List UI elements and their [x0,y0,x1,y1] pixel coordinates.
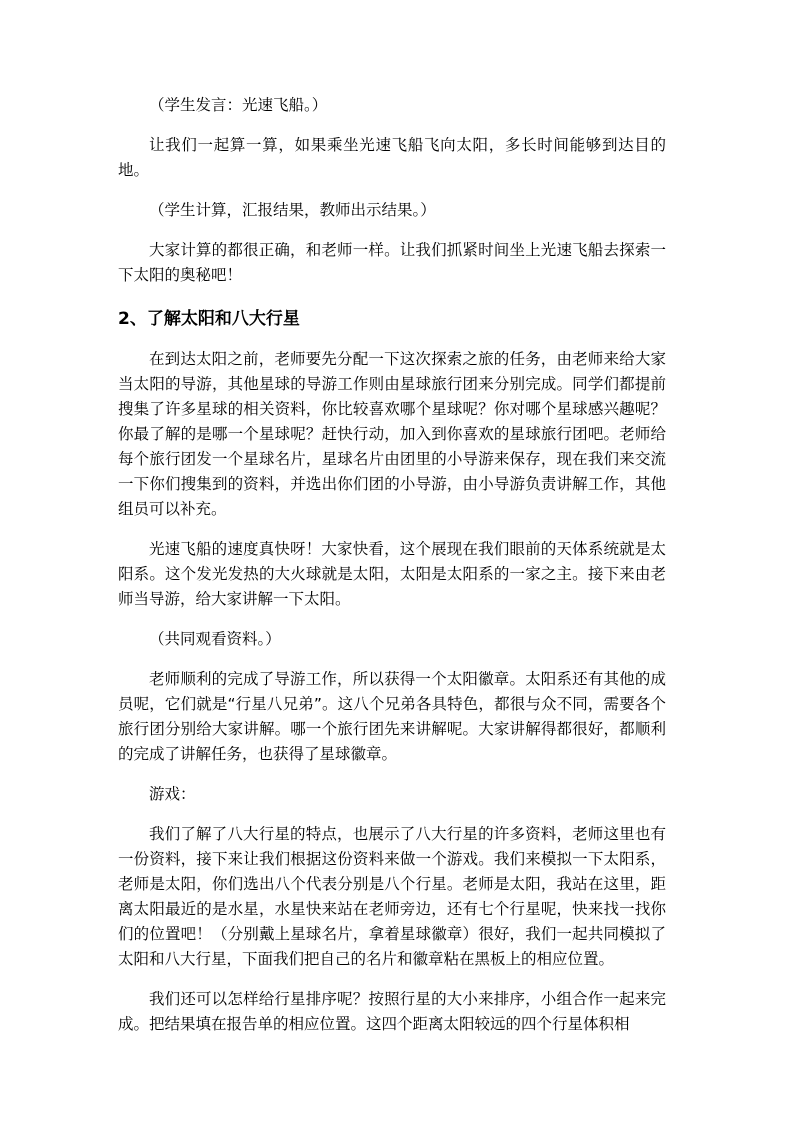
paragraph: 游戏： [149,785,196,803]
document-body [118,93,666,1052]
paragraph: 让我们一起算一算，如果乘坐光速飞船飞向太阳，多长时间能够到达目的地。 [118,136,666,179]
paragraph: （学生发言：光速飞船。） [149,96,328,114]
paragraph: （学生计算，汇报结果，教师出示结果。） [149,201,436,219]
paragraph: 老师顺利的完成了导游工作，所以获得一个太阳徽章。太阳系还有其他的成员呢，它们就是“行星八兄弟”。这八个兄弟各具特色，都很与众不同，需要各个旅行团分别给大家讲解。哪一个旅行团先来讲解呢。大家讲解得都很好，都顺利的完成了讲解任务，也获得了星球徽章。 [118,670,666,763]
paragraph: （共同观看资料。） [149,630,281,648]
paragraph: 在到达太阳之前，老师要先分配一下这次探索之旅的任务，由老师来给大家当太阳的导游，其他星球的导游工作则由星球旅行团来分别完成。同学们都提前搜集了许多星球的相关资料，你比较喜欢哪个星球呢？你对哪个星球感兴趣呢？你最了解的是哪一个星球呢？赶快行动，加入到你喜欢的星球旅行团吧。老师给每个旅行团发一个星球名片，星球名片由团里的小导游来保存，现在我们来交流一下你们搜集到的资料，并选出你们团的小导游，由小导游负责讲解工作，其他组员可以补充。 [118,350,666,518]
paragraph: 我们了解了八大行星的特点，也展示了八大行星的许多资料，老师这里也有一份资料，接下来让我们根据这份资料来做一个游戏。我们来模拟一下太阳系，老师是太阳，你们选出八个代表分别是八个行星。老师是太阳，我站在这里，距离太阳最近的是水星，水星快来站在老师旁边，还有七个行星呢，快来找一找你们的位置吧！（分别戴上星球名片，拿着星球徽章）很好，我们一起共同模拟了太阳和八大行星，下面我们把自己的名片和徽章粘在黑板上的相应位置。 [118,825,666,968]
paragraph: 我们还可以怎样给行星排序呢？按照行星的大小来排序，小组合作一起来完成。把结果填在报告单的相应位置。这四个距离太阳较远的四个行星体积相 [118,990,666,1033]
section-heading: 2、了解太阳和八大行星 [118,309,300,329]
paragraph: 光速飞船的速度真快呀！大家快看，这个展现在我们眼前的天体系统就是太阳系。这个发光发热的大火球就是太阳，太阳是太阳系的一家之主。接下来由老师当导游，给大家讲解一下太阳。 [118,540,666,608]
paragraph: 大家计算的都很正确，和老师一样。让我们抓紧时间坐上光速飞船去探索一下太阳的奥秘吧！ [118,241,666,284]
